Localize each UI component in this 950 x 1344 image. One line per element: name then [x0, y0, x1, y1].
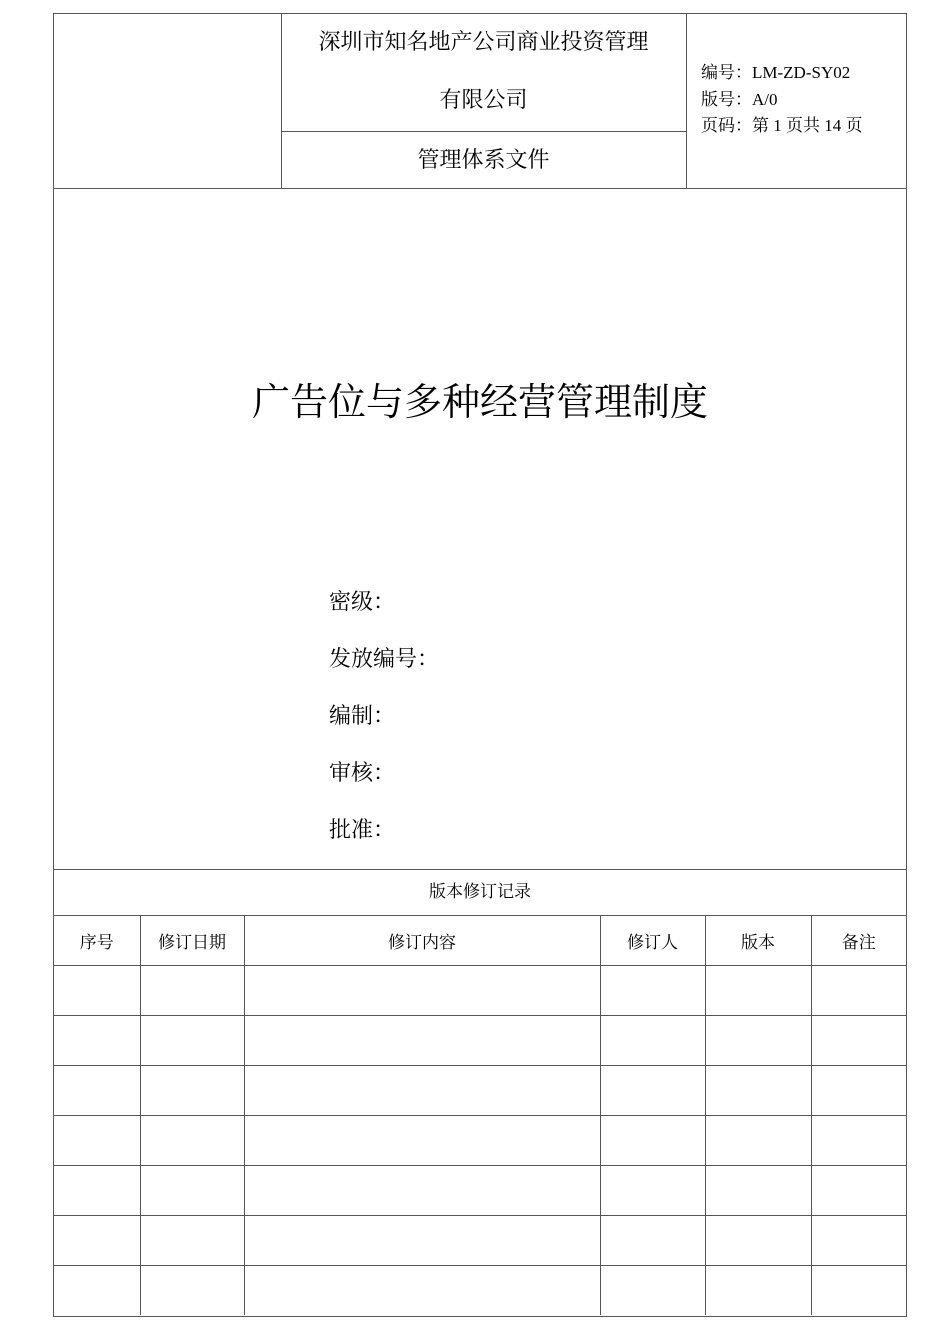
- column-header-reviser: 修订人: [600, 916, 705, 966]
- approved-by-label: 批准：: [329, 818, 396, 843]
- company-name-line1: 深圳市知名地产公司商业投资管理: [318, 30, 649, 55]
- document-number: 编号：LM-ZD-SY02: [701, 63, 851, 82]
- logo-cell: [54, 14, 282, 188]
- reviewed-by-label: 审核：: [329, 761, 396, 786]
- table-cell: [811, 966, 906, 1016]
- company-name-line2: 有限公司: [439, 88, 528, 113]
- table-cell: [600, 1016, 705, 1066]
- table-cell: [54, 1266, 140, 1316]
- table-row: [54, 1016, 906, 1066]
- table-cell: [244, 966, 600, 1016]
- table-cell: [54, 1116, 140, 1166]
- column-header-content: 修订内容: [244, 916, 600, 966]
- revision-rows: [54, 966, 906, 1316]
- table-cell: [811, 1116, 906, 1166]
- document-version: 版号：A/0: [701, 89, 778, 109]
- document-page: [53, 13, 907, 1317]
- table-cell: [54, 966, 140, 1016]
- table-cell: [600, 1066, 705, 1116]
- table-cell: [140, 1016, 244, 1066]
- issue-number-label: 发放编号：: [329, 647, 440, 672]
- document-title: 广告位与多种经营管理制度: [251, 380, 708, 424]
- table-cell: [140, 1266, 244, 1316]
- table-row: [54, 1266, 906, 1316]
- column-header-date: 修订日期: [140, 916, 244, 966]
- table-cell: [600, 1266, 705, 1316]
- header-title-cell: [281, 14, 687, 188]
- approval-fields: [329, 588, 439, 873]
- table-cell: [705, 1166, 811, 1216]
- table-cell: [600, 966, 705, 1016]
- table-cell: [600, 1116, 705, 1166]
- table-cell: [811, 1216, 906, 1266]
- table-cell: [705, 1216, 811, 1266]
- table-row: [54, 966, 906, 1016]
- table-cell: [54, 1216, 140, 1266]
- document-type: 管理体系文件: [417, 148, 550, 173]
- column-header-version: 版本: [705, 916, 811, 966]
- table-row: [54, 1116, 906, 1166]
- table-cell: [244, 1216, 600, 1266]
- table-cell: [600, 1166, 705, 1216]
- revision-table: [54, 916, 906, 1315]
- table-cell: [244, 1116, 600, 1166]
- table-cell: [600, 1216, 705, 1266]
- table-cell: [705, 1016, 811, 1066]
- prepared-by-label: 编制：: [329, 704, 396, 729]
- table-cell: [140, 1216, 244, 1266]
- table-row: [54, 1166, 906, 1216]
- revision-header-row: [54, 916, 906, 966]
- table-cell: [140, 1166, 244, 1216]
- secrecy-label: 密级：: [329, 590, 396, 615]
- table-cell: [140, 1066, 244, 1116]
- table-cell: [705, 1066, 811, 1116]
- table-cell: [54, 1066, 140, 1116]
- company-name: [281, 14, 686, 132]
- table-cell: [705, 1116, 811, 1166]
- revision-record: [54, 869, 906, 1315]
- table-cell: [54, 1166, 140, 1216]
- table-cell: [811, 1266, 906, 1316]
- table-cell: [244, 1066, 600, 1116]
- table-cell: [811, 1166, 906, 1216]
- table-cell: [140, 966, 244, 1016]
- table-cell: [244, 1266, 600, 1316]
- document-meta: [701, 60, 863, 140]
- table-cell: [244, 1166, 600, 1216]
- table-cell: [705, 1266, 811, 1316]
- table-cell: [811, 1066, 906, 1116]
- table-cell: [140, 1116, 244, 1166]
- table-cell: [811, 1016, 906, 1066]
- column-header-seq: 序号: [54, 916, 140, 966]
- document-header: [54, 14, 906, 189]
- table-cell: [244, 1016, 600, 1066]
- column-header-remark: 备注: [811, 916, 906, 966]
- revision-caption: 版本修订记录: [54, 870, 906, 916]
- page-number: 页码：第 1 页共 14 页: [701, 116, 863, 135]
- table-row: [54, 1066, 906, 1116]
- table-cell: [54, 1016, 140, 1066]
- table-cell: [705, 966, 811, 1016]
- table-row: [54, 1216, 906, 1266]
